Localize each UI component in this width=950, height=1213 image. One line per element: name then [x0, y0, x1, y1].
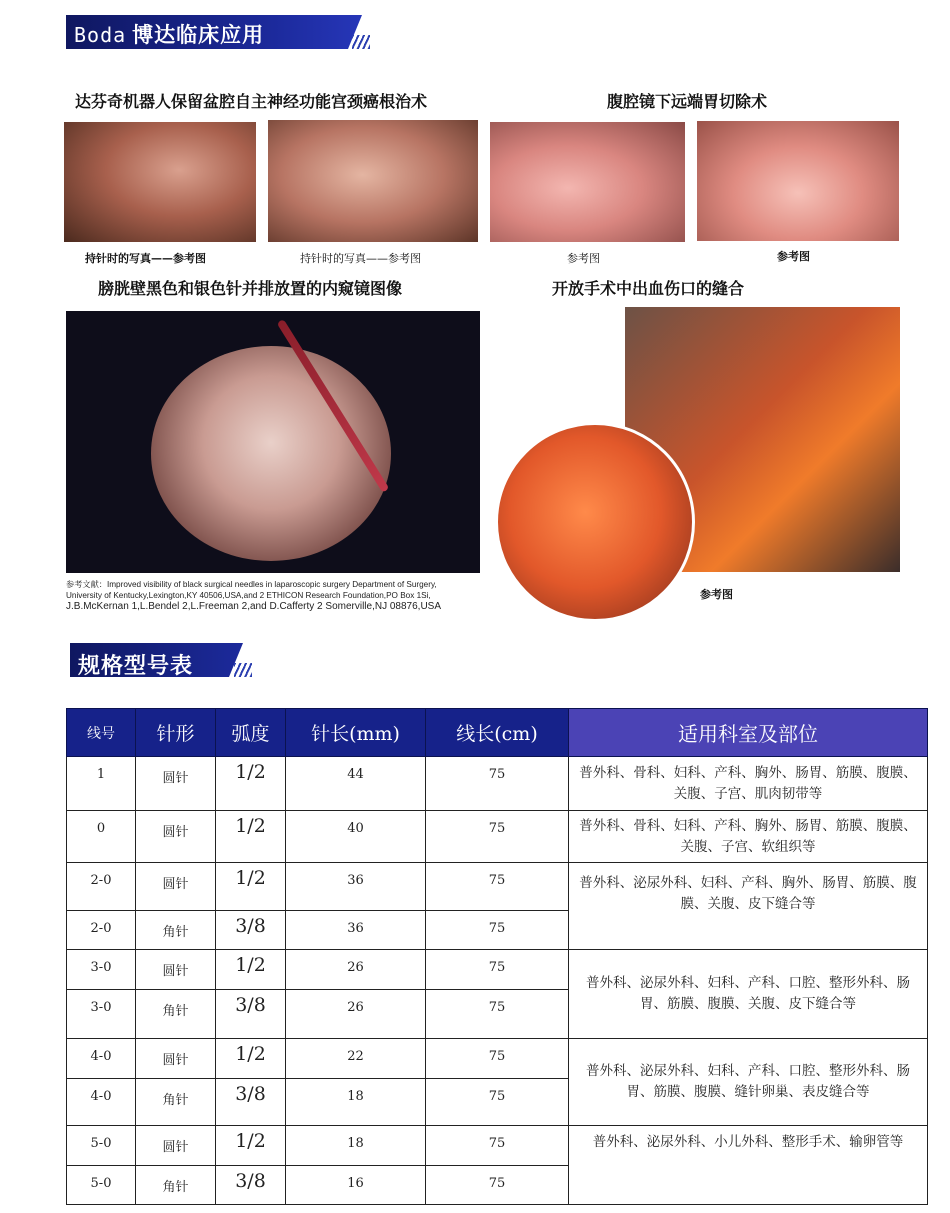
cell-needle-shape: 角针: [136, 1079, 216, 1126]
cell-arc: 3/8: [216, 990, 286, 1039]
cell-departments: 普外科、泌尿外科、小儿外科、整形手术、输卵管等: [569, 1126, 928, 1205]
header-line-no: 线号: [67, 709, 136, 757]
clinical-section-title: [74, 19, 264, 49]
caption-gastrectomy-1: 参考图: [567, 252, 600, 265]
brand-title: 博达临床应用: [132, 23, 265, 47]
cell-needle-shape: 圆针: [136, 811, 216, 863]
cell-needle-shape: 圆针: [136, 863, 216, 911]
cell-thread-length: 75: [426, 811, 569, 863]
cell-needle-shape: 圆针: [136, 950, 216, 990]
cell-needle-length: 22: [286, 1039, 426, 1079]
heading-gastrectomy: 腹腔镜下远端胃切除术: [607, 92, 768, 111]
cell-needle-length: 16: [286, 1166, 426, 1205]
bladder-endoscope-photo: [66, 311, 480, 573]
cell-thread-length: 75: [426, 1039, 569, 1079]
table-row: [67, 863, 928, 911]
open-surgery-photo: [495, 307, 900, 625]
cell-line-no: 4-0: [67, 1079, 136, 1126]
cell-line-no: 3-0: [67, 990, 136, 1039]
gastrectomy-photo-1: [490, 122, 685, 242]
header-needle-length: 针长(mm): [286, 709, 426, 757]
cell-needle-length: 18: [286, 1079, 426, 1126]
reference-line-3: J.B.McKernan 1,L.Bendel 2,L.Freeman 2,and D.Cafferty 2 Somerville,NJ 08876,USA: [66, 601, 442, 612]
table-row: [67, 1039, 928, 1079]
cell-needle-length: 26: [286, 990, 426, 1039]
davinci-photo-1: [64, 122, 256, 242]
cell-needle-shape: 圆针: [136, 1126, 216, 1166]
cell-needle-shape: 角针: [136, 911, 216, 950]
cell-line-no: 0: [67, 811, 136, 863]
spec-table-header: [67, 709, 928, 757]
heading-bladder: 膀胱壁黑色和银色针并排放置的内窥镜图像: [98, 279, 403, 298]
cell-line-no: 5-0: [67, 1166, 136, 1205]
header-departments: 适用科室及部位: [569, 709, 928, 757]
cell-departments: 普外科、骨科、妇科、产科、胸外、肠胃、筋膜、腹膜、关腹、子宫、软组织等: [569, 811, 928, 863]
caption-open-surgery: 参考图: [700, 588, 733, 601]
cell-arc: 1/2: [216, 1126, 286, 1166]
header-thread-length: 线长(cm): [426, 709, 569, 757]
cell-line-no: 5-0: [67, 1126, 136, 1166]
cell-needle-shape: 角针: [136, 990, 216, 1039]
reference-text: [66, 579, 480, 612]
cell-needle-length: 36: [286, 911, 426, 950]
cell-arc: 1/2: [216, 811, 286, 863]
cell-thread-length: 75: [426, 1126, 569, 1166]
table-row: [67, 757, 928, 811]
cell-needle-length: 44: [286, 757, 426, 811]
cell-arc: 3/8: [216, 1166, 286, 1205]
cell-departments: 普外科、泌尿外科、妇科、产科、口腔、整形外科、肠胃、筋膜、腹膜、关腹、皮下缝合等: [569, 950, 928, 1039]
gastrectomy-photo-2: [697, 121, 899, 241]
caption-gastrectomy-2: 参考图: [777, 250, 810, 263]
cell-thread-length: 75: [426, 1079, 569, 1126]
caption-davinci-1: 持针时的写真——参考图: [85, 252, 206, 265]
cell-needle-length: 26: [286, 950, 426, 990]
cell-thread-length: 75: [426, 990, 569, 1039]
table-row: [67, 1126, 928, 1166]
cell-needle-length: 18: [286, 1126, 426, 1166]
cell-thread-length: 75: [426, 911, 569, 950]
cell-line-no: 3-0: [67, 950, 136, 990]
cell-arc: 1/2: [216, 757, 286, 811]
table-row: [67, 950, 928, 990]
cell-thread-length: 75: [426, 757, 569, 811]
cell-needle-length: 40: [286, 811, 426, 863]
cell-departments: 普外科、泌尿外科、妇科、产科、口腔、整形外科、肠胃、筋膜、腹膜、缝针卵巢、表皮缝合等: [569, 1039, 928, 1126]
cell-needle-shape: 角针: [136, 1166, 216, 1205]
spec-section-banner: [70, 643, 250, 679]
cell-needle-length: 36: [286, 863, 426, 911]
cell-arc: 1/2: [216, 950, 286, 990]
davinci-photo-2: [268, 120, 478, 242]
cell-arc: 1/2: [216, 863, 286, 911]
table-row: [67, 811, 928, 863]
cell-line-no: 2-0: [67, 911, 136, 950]
header-arc: 弧度: [216, 709, 286, 757]
spec-section-title: 规格型号表: [78, 654, 194, 679]
cell-line-no: 1: [67, 757, 136, 811]
cell-departments: 普外科、骨科、妇科、产科、胸外、肠胃、筋膜、腹膜、关腹、子宫、肌肉韧带等: [569, 757, 928, 811]
cell-thread-length: 75: [426, 863, 569, 911]
cell-arc: 3/8: [216, 1079, 286, 1126]
cell-needle-shape: 圆针: [136, 1039, 216, 1079]
cell-line-no: 2-0: [67, 863, 136, 911]
spec-table: [66, 708, 928, 1205]
reference-line-2: University of Kentucky,Lexington,KY 40506,USA,and 2 ETHICON Research Foundation,PO Box 1Si,: [66, 591, 431, 600]
clinical-section-banner: [66, 15, 366, 51]
reference-line-1: 参考文献：Improved visibility of black surgical needles in laparoscopic surgery Department of Surgery,: [66, 580, 437, 589]
cell-arc: 3/8: [216, 911, 286, 950]
heading-open-surgery: 开放手术中出血伤口的缝合: [552, 279, 745, 298]
brand-latin: Boda: [74, 23, 127, 47]
cell-thread-length: 75: [426, 950, 569, 990]
cell-departments: 普外科、泌尿外科、妇科、产科、胸外、肠胃、筋膜、腹膜、关腹、皮下缝合等: [569, 863, 928, 950]
cell-needle-shape: 圆针: [136, 757, 216, 811]
cell-line-no: 4-0: [67, 1039, 136, 1079]
header-needle-shape: 针形: [136, 709, 216, 757]
cell-arc: 1/2: [216, 1039, 286, 1079]
cell-thread-length: 75: [426, 1166, 569, 1205]
caption-davinci-2: 持针时的写真——参考图: [300, 252, 421, 265]
heading-davinci: 达芬奇机器人保留盆腔自主神经功能宫颈癌根治术: [75, 92, 428, 111]
